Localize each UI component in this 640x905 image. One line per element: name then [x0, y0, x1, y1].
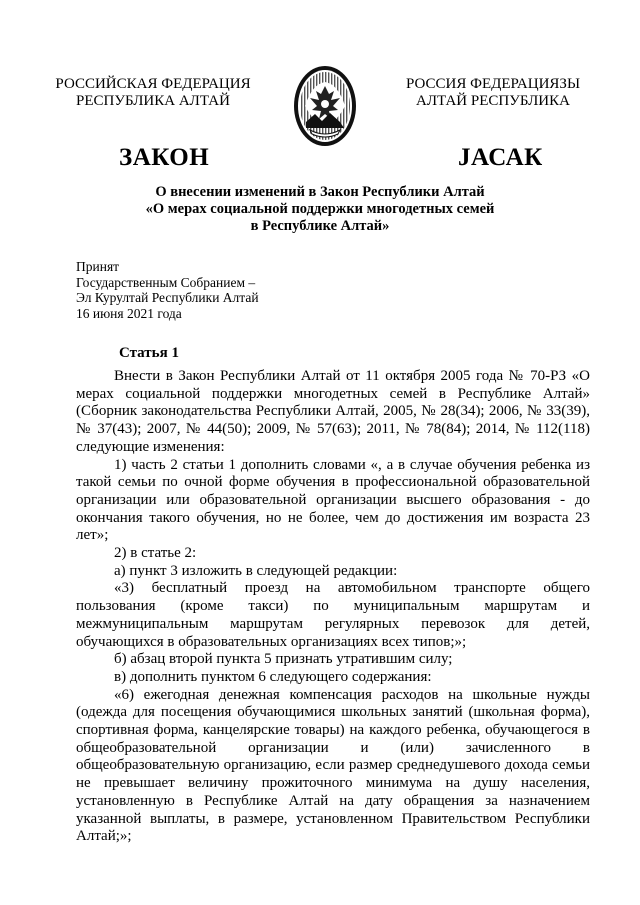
header-left-line-1: РОССИЙСКАЯ ФЕДЕРАЦИЯ	[55, 76, 251, 92]
paragraph-item-2c-text: «6) ежегодная денежная компенсация расходов на школьные нужды (одежда для посещения обучающимися школьных занятий (школьная форма), спортивная форма, канцелярские товары) на каждого ребенка, обучающегося в общеобразовательной организации и (или) зачисленного в общеобразовательную организацию, если размер среднедушевого дохода семьи не превышает величину прожиточного минимума на душу населения, установленную в Республике Алтай на дату обращения за назначением указанной выплаты, в размере, установленном Правительством Республики Алтай;»;	[76, 686, 590, 845]
republic-altai-emblem-icon	[292, 64, 358, 148]
law-title-line-1: О внесении изменений в Закон Республики Алтай	[155, 184, 485, 200]
paragraph-item-2: 2) в статье 2:	[114, 545, 197, 562]
paragraph-item-1: 1) часть 2 статьи 1 дополнить словами «, а в случае обучения ребенка из такой семьи по очной форме обучения в профессиональной образовательной организации или образовательной организации высшего образования - до окончания такого обучения, но не более, чем до достижения им возраста 23 лет»;	[76, 456, 590, 544]
header-right-line-2: АЛТАЙ РЕСПУБЛИКА	[416, 93, 570, 109]
header-right-altai	[393, 76, 593, 110]
paragraph-item-2a: а) пункт 3 изложить в следующей редакции:	[114, 562, 398, 579]
header-right-line-1: РОССИЯ ФЕДЕРАЦИЯЗЫ	[405, 76, 581, 92]
paragraph-intro: Внести в Закон Республики Алтай от 11 октября 2005 года № 70-РЗ «О мерах социальной поддержки многодетных семей в Республике Алтай» (Сборник законодательства Республики Алтай, 2005, № 28(34); 2006, № 33(39), № 37(43); 2007, № 44(50); 2009, № 57(63); 2011, № 78(84); 2014, № 112(118) следующие изменения:	[76, 368, 590, 455]
article-body	[76, 368, 590, 846]
adoption-block	[76, 259, 259, 321]
law-label-russian: ЗАКОН	[119, 144, 210, 171]
law-title-line-3: в Республике Алтай»	[250, 218, 390, 234]
adoption-line-2: Государственным Собранием –	[76, 274, 256, 290]
law-title-line-2: «О мерах социальной поддержки многодетных семей	[145, 201, 495, 217]
paragraph-item-2b: б) абзац второй пункта 5 признать утратившим силу;	[114, 651, 453, 668]
article-heading: Статья 1	[119, 345, 179, 361]
law-title	[80, 184, 560, 235]
law-label-altai: ЈАСАК	[458, 144, 543, 171]
header-left-line-2: РЕСПУБЛИКА АЛТАЙ	[76, 93, 230, 109]
adoption-line-3: Эл Курултай Республики Алтай	[76, 290, 259, 305]
adoption-date: 16 июня 2021 года	[76, 305, 182, 321]
adoption-line-1: Принят	[76, 259, 120, 274]
header-left-russian	[52, 76, 254, 110]
paragraph-item-2c: в) дополнить пунктом 6 следующего содержания:	[114, 668, 432, 685]
paragraph-item-2a-text: «3) бесплатный проезд на автомобильном транспорте общего пользования (кроме такси) по муниципальным маршрутам и межмуниципальным маршрутам регулярных перевозок для детей, обучающихся в образовательных организациях всех типов;»;	[76, 580, 590, 650]
